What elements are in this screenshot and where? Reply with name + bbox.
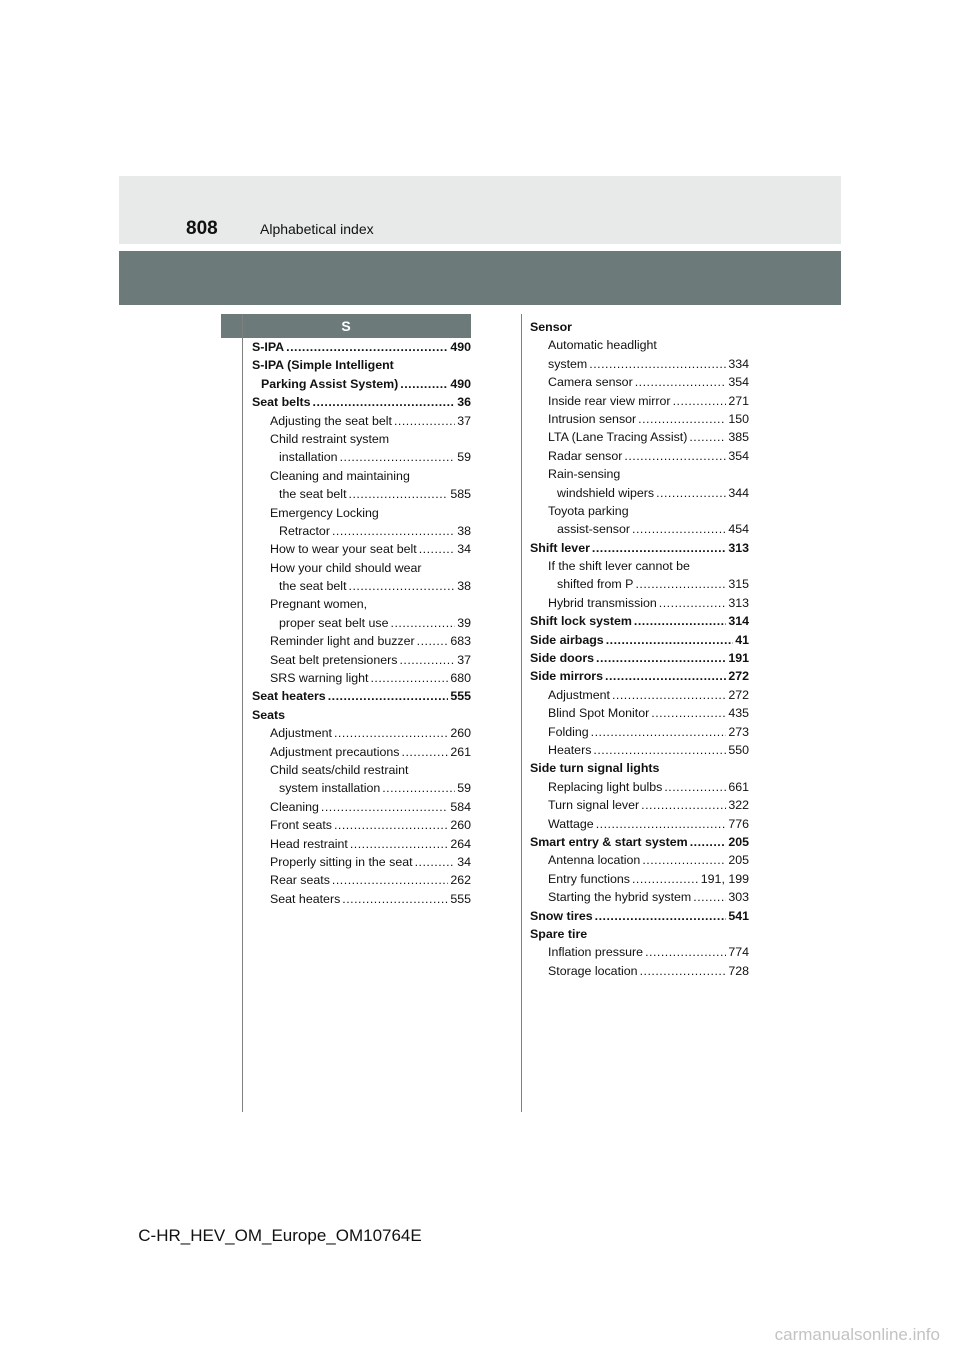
column-divider-right — [521, 314, 522, 1112]
dot-leader — [402, 743, 449, 761]
dot-leader — [659, 594, 727, 612]
index-entry — [530, 686, 749, 704]
index-entry — [530, 520, 749, 538]
column-divider-left — [242, 314, 243, 1112]
entry-label: Automatic headlight — [548, 338, 657, 353]
entry-page: 191 — [728, 651, 749, 666]
entry-page: 313 — [728, 595, 749, 610]
index-entry — [530, 428, 749, 446]
entry-label: Front seats — [270, 818, 332, 833]
dot-leader — [332, 871, 448, 889]
entry-page: 271 — [728, 393, 749, 408]
dot-leader — [328, 687, 449, 705]
entry-page: 774 — [728, 945, 749, 960]
entry-label: windshield wipers — [557, 485, 655, 500]
entry-page: 38 — [457, 579, 471, 594]
entry-label: the seat belt — [279, 487, 347, 502]
entry-label: Replacing light bulbs — [548, 779, 663, 794]
dot-leader — [632, 870, 699, 888]
entry-label: the seat belt — [279, 579, 347, 594]
index-entry — [530, 833, 749, 851]
dot-leader — [673, 392, 727, 410]
index-entry — [252, 651, 471, 669]
header-background — [119, 176, 841, 244]
entry-label: Head restraint — [270, 836, 348, 851]
dot-leader — [591, 723, 727, 741]
entry-page: 555 — [450, 891, 471, 906]
index-entry — [252, 559, 471, 577]
entry-page: 322 — [728, 798, 749, 813]
dot-leader — [596, 649, 726, 667]
entry-page: 273 — [728, 724, 749, 739]
entry-label: Rain-sensing — [548, 467, 621, 482]
dot-leader — [635, 575, 726, 593]
dot-leader — [589, 355, 726, 373]
index-entry — [530, 759, 749, 777]
entry-page: 37 — [457, 413, 471, 428]
entry-label: Shift lever — [530, 540, 590, 555]
entry-label: assist-sensor — [557, 522, 630, 537]
index-entry — [530, 907, 749, 925]
index-entry — [530, 851, 749, 869]
dot-leader — [596, 815, 727, 833]
index-entry — [530, 539, 749, 557]
index-entry — [252, 430, 471, 448]
entry-label: Properly sitting in the seat — [270, 854, 413, 869]
dot-leader — [656, 484, 726, 502]
entry-page: 584 — [450, 799, 471, 814]
entry-page: 59 — [457, 781, 471, 796]
dot-leader — [635, 373, 727, 391]
index-entry — [530, 649, 749, 667]
entry-page: 272 — [728, 669, 749, 684]
entry-label: S-IPA (Simple Intelligent — [252, 358, 394, 373]
entry-label: Starting the hybrid system — [548, 890, 692, 905]
index-entry — [530, 355, 749, 373]
index-entry — [530, 557, 749, 575]
section-letter-header: S — [221, 314, 471, 338]
dot-leader — [693, 888, 726, 906]
entry-label: Entry functions — [548, 871, 630, 886]
entry-page: 490 — [450, 340, 471, 354]
dot-leader — [651, 704, 726, 722]
dot-leader — [415, 853, 456, 871]
entry-page: 191, 199 — [700, 871, 749, 886]
entry-label: system installation — [279, 781, 381, 796]
index-entry — [530, 723, 749, 741]
entry-label: Camera sensor — [548, 375, 633, 390]
dot-leader — [634, 612, 726, 630]
index-entry — [530, 575, 749, 593]
index-entry — [530, 447, 749, 465]
entry-label: Inside rear view mirror — [548, 393, 671, 408]
entry-label: Seats — [252, 707, 286, 722]
entry-label: S-IPA — [252, 340, 285, 354]
index-entry — [252, 540, 471, 558]
entry-page: 354 — [728, 448, 749, 463]
dot-leader — [632, 520, 726, 538]
index-entry — [530, 741, 749, 759]
dot-leader — [286, 338, 448, 356]
entry-label: Side mirrors — [530, 669, 603, 684]
index-entry — [530, 631, 749, 649]
dot-leader — [334, 724, 448, 742]
index-entry — [252, 816, 471, 834]
entry-label: Side doors — [530, 651, 595, 666]
index-entry — [252, 835, 471, 853]
entry-label: Spare tire — [530, 926, 588, 941]
entry-label: Toyota parking — [548, 503, 629, 518]
dot-leader — [334, 816, 448, 834]
dot-leader — [595, 907, 727, 925]
entry-label: Seat belt pretensioners — [270, 652, 398, 667]
entry-page: 435 — [728, 706, 749, 721]
entry-label: Pregnant women, — [270, 597, 368, 612]
entry-page: 34 — [457, 542, 471, 557]
entry-label: Smart entry & start system — [530, 834, 688, 849]
entry-page: 262 — [450, 873, 471, 888]
index-entry — [252, 779, 471, 797]
entry-label: Shift lock system — [530, 614, 632, 629]
entry-label: Snow tires — [530, 908, 593, 923]
entry-label: SRS warning light — [270, 671, 369, 686]
dot-leader — [340, 448, 456, 466]
entry-page: 41 — [735, 632, 749, 647]
index-entry — [252, 356, 471, 374]
index-entry — [530, 870, 749, 888]
dot-leader — [612, 686, 726, 704]
index-entry — [530, 612, 749, 630]
dot-leader — [624, 447, 726, 465]
entry-label: Side turn signal lights — [530, 761, 660, 776]
entry-label: Reminder light and buzzer — [270, 634, 415, 649]
entry-label: Storage location — [548, 963, 638, 978]
entry-page: 272 — [728, 687, 749, 702]
index-entry — [252, 448, 471, 466]
index-entry — [252, 761, 471, 779]
entry-label: Antenna location — [548, 853, 641, 868]
dot-leader — [394, 412, 455, 430]
entry-label: Adjustment precautions — [270, 744, 400, 759]
entry-page: 150 — [728, 411, 749, 426]
dot-leader — [399, 651, 455, 669]
index-entry — [252, 522, 471, 540]
entry-page: 585 — [450, 487, 471, 502]
entry-page: 315 — [728, 577, 749, 592]
index-entry — [530, 465, 749, 483]
entry-label: Cleaning — [270, 799, 319, 814]
entry-label: proper seat belt use — [279, 615, 389, 630]
dot-leader — [313, 393, 456, 411]
entry-label: Parking Assist System) — [261, 376, 399, 391]
dot-leader — [645, 943, 726, 961]
entry-label: Seat heaters — [270, 891, 341, 906]
entry-label: Child restraint system — [270, 431, 390, 446]
entry-page: 661 — [728, 779, 749, 794]
entry-label: Rear seats — [270, 873, 330, 888]
entry-label: Adjustment — [270, 726, 332, 741]
index-entry — [530, 373, 749, 391]
entry-page: 205 — [728, 853, 749, 868]
index-entry — [530, 888, 749, 906]
dot-leader — [689, 428, 726, 446]
entry-page: 261 — [450, 744, 471, 759]
entry-page: 37 — [457, 652, 471, 667]
index-entry — [530, 943, 749, 961]
index-entry — [252, 632, 471, 650]
dot-leader — [690, 833, 727, 851]
index-entry — [252, 614, 471, 632]
watermark: carmanualsonline.info — [774, 1325, 940, 1344]
index-entry — [530, 484, 749, 502]
dot-leader — [321, 798, 448, 816]
entry-page: 344 — [728, 485, 749, 500]
index-entry — [530, 594, 749, 612]
entry-label: Adjustment — [548, 687, 610, 702]
index-entry — [252, 871, 471, 889]
header-band — [119, 251, 841, 305]
index-entry — [252, 798, 471, 816]
index-entry — [530, 778, 749, 796]
dot-leader — [332, 522, 455, 540]
entry-page: 314 — [728, 614, 749, 629]
entry-label: installation — [279, 450, 338, 465]
index-entry — [252, 485, 471, 503]
entry-page: 550 — [728, 742, 749, 757]
dot-leader — [592, 539, 726, 557]
entry-label: Folding — [548, 724, 589, 739]
index-entry — [530, 336, 749, 354]
page-title: Alphabetical index — [260, 221, 374, 237]
index-entry — [252, 687, 471, 705]
entry-page: 34 — [457, 854, 471, 869]
entry-page: 38 — [457, 523, 471, 538]
entry-label: Turn signal lever — [548, 798, 640, 813]
entry-page: 555 — [450, 689, 471, 704]
index-entry — [530, 704, 749, 722]
entry-label: If the shift lever cannot be — [548, 559, 690, 574]
index-entry — [252, 890, 471, 908]
entry-page: 683 — [450, 634, 471, 649]
index-entry — [252, 375, 471, 393]
entry-label: Wattage — [548, 816, 594, 831]
entry-page: 36 — [457, 395, 471, 410]
dot-leader — [638, 410, 726, 428]
index-entry — [252, 853, 471, 871]
entry-label: Side airbags — [530, 632, 604, 647]
entry-label: Intrusion sensor — [548, 411, 637, 426]
dot-leader — [593, 741, 726, 759]
page-number: 808 — [186, 218, 218, 239]
index-column-left — [252, 338, 471, 908]
entry-label: system — [548, 356, 588, 371]
entry-page: 680 — [450, 671, 471, 686]
entry-label: Hybrid transmission — [548, 595, 657, 610]
index-entry — [252, 338, 471, 356]
entry-label: Cleaning and maintaining — [270, 468, 410, 483]
index-entry — [252, 724, 471, 742]
entry-page: 385 — [728, 430, 749, 445]
dot-leader — [370, 669, 448, 687]
index-entry — [252, 706, 471, 724]
dot-leader — [417, 632, 449, 650]
entry-page: 303 — [728, 890, 749, 905]
dot-leader — [400, 375, 448, 393]
dot-leader — [641, 796, 726, 814]
entry-page: 59 — [457, 450, 471, 465]
document-code: C-HR_HEV_OM_Europe_OM10764E — [138, 1226, 422, 1245]
dot-leader — [350, 835, 448, 853]
entry-label: Adjusting the seat belt — [270, 413, 392, 428]
dot-leader — [605, 667, 726, 685]
index-entry — [252, 595, 471, 613]
index-entry — [530, 318, 749, 336]
index-entry — [530, 502, 749, 520]
dot-leader — [342, 890, 448, 908]
index-entry — [530, 925, 749, 943]
entry-page: 39 — [457, 615, 471, 630]
index-entry — [530, 667, 749, 685]
dot-leader — [640, 962, 727, 980]
entry-label: shifted from P — [557, 577, 634, 592]
entry-label: How to wear your seat belt — [270, 542, 417, 557]
entry-page: 260 — [450, 726, 471, 741]
dot-leader — [664, 778, 726, 796]
entry-label: Sensor — [530, 320, 573, 334]
entry-page: 354 — [728, 375, 749, 390]
entry-label: Seat heaters — [252, 689, 326, 704]
entry-page: 313 — [728, 540, 749, 555]
index-entry — [530, 815, 749, 833]
index-entry — [530, 962, 749, 980]
entry-page: 454 — [728, 522, 749, 537]
entry-page: 205 — [728, 834, 749, 849]
index-entry — [252, 743, 471, 761]
entry-page: 490 — [450, 376, 471, 391]
entry-label: Radar sensor — [548, 448, 623, 463]
index-column-right — [530, 318, 749, 980]
entry-label: Blind Spot Monitor — [548, 706, 650, 721]
index-entry — [252, 393, 471, 411]
index-entry — [530, 410, 749, 428]
index-entry — [252, 412, 471, 430]
dot-leader — [382, 779, 455, 797]
index-entry — [530, 796, 749, 814]
dot-leader — [642, 851, 726, 869]
dot-leader — [606, 631, 734, 649]
dot-leader — [419, 540, 456, 558]
entry-page: 334 — [728, 356, 749, 371]
entry-label: Seat belts — [252, 395, 311, 410]
entry-label: Heaters — [548, 742, 592, 757]
dot-leader — [391, 614, 456, 632]
entry-page: 541 — [728, 908, 749, 923]
entry-page: 776 — [728, 816, 749, 831]
index-entry — [252, 504, 471, 522]
entry-label: Inflation pressure — [548, 945, 644, 960]
entry-label: Child seats/child restraint — [270, 762, 409, 777]
entry-label: Emergency Locking — [270, 505, 379, 520]
entry-label: How your child should wear — [270, 560, 422, 575]
entry-label: Retractor — [279, 523, 330, 538]
entry-page: 264 — [450, 836, 471, 851]
entry-page: 728 — [728, 963, 749, 978]
index-entry — [252, 467, 471, 485]
entry-page: 260 — [450, 818, 471, 833]
index-entry — [530, 392, 749, 410]
dot-leader — [349, 577, 456, 595]
entry-label: LTA (Lane Tracing Assist) — [548, 430, 688, 445]
index-entry — [252, 577, 471, 595]
index-entry — [252, 669, 471, 687]
dot-leader — [349, 485, 449, 503]
